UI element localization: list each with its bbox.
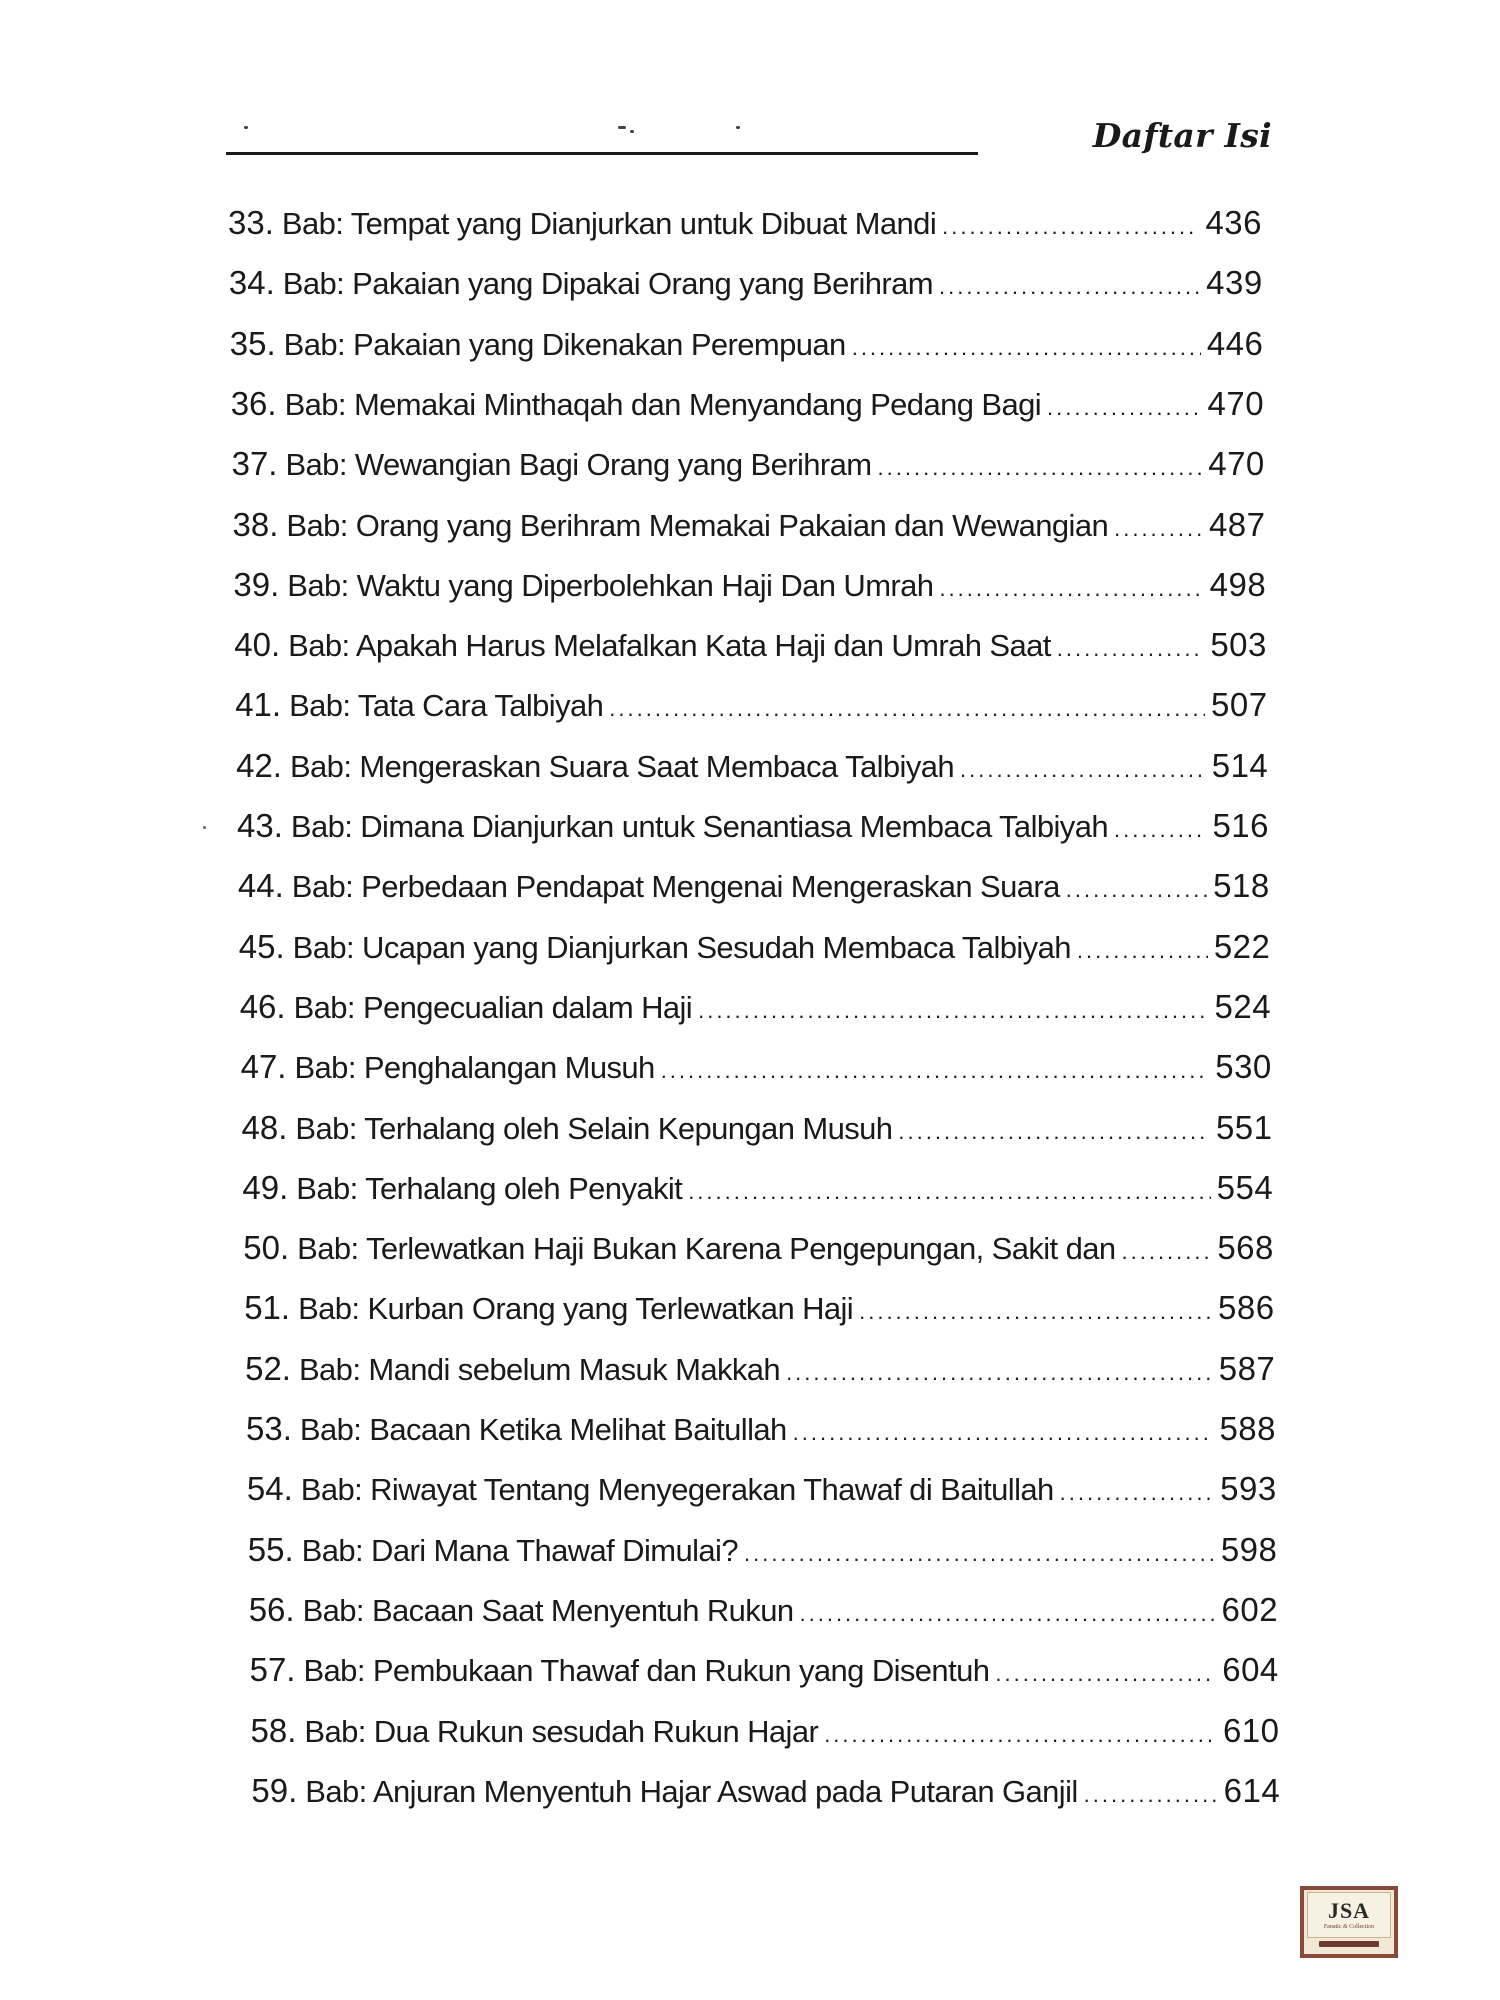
toc-entry-title: Bab: Terhalang oleh Selain Kepungan Musuh (295, 1110, 893, 1146)
toc-entry-title: Bab: Perbedaan Pendapat Mengenai Mengeraskan Suara (291, 869, 1060, 905)
toc-entry-page: 470 (1207, 384, 1265, 422)
toc-dot-leader (1066, 877, 1207, 903)
toc-entry-page: 593 (1220, 1470, 1277, 1508)
toc-entry-title: Bab: Ucapan yang Dianjurkan Sesudah Membaca Talbiyah (292, 929, 1071, 965)
toc-dot-leader (1057, 636, 1205, 662)
toc-entry-title: Bab: Pakaian yang Dikenakan Perempuan (283, 326, 846, 362)
toc-entry-title: Bab: Waktu yang Diperbolehkan Haji Dan Umrah (287, 567, 934, 603)
toc-entry-number: 46. (239, 987, 286, 1025)
toc-entry-page: 503 (1210, 626, 1267, 664)
toc-entry-page: 551 (1215, 1108, 1273, 1146)
toc-entry (248, 1531, 1278, 1575)
jsa-logo-base (1319, 1941, 1379, 1947)
toc-dot-leader (1114, 817, 1206, 843)
toc-entry (250, 1651, 1279, 1695)
toc-entry-page: 586 (1218, 1289, 1275, 1327)
toc-entry-number: 39. (233, 565, 280, 603)
toc-entry-number: 50. (243, 1229, 290, 1267)
toc-entry-number: 53. (246, 1410, 292, 1447)
toc-entry (237, 807, 1269, 851)
toc-entry-page: 487 (1208, 505, 1266, 543)
toc-entry-number: 52. (245, 1349, 291, 1387)
toc-entry (229, 264, 1263, 308)
toc-dot-leader (744, 1541, 1215, 1567)
toc-entry (251, 1712, 1280, 1756)
toc-dot-leader (793, 1420, 1214, 1446)
toc-entry (233, 566, 1266, 610)
toc-entry (236, 747, 1268, 791)
toc-entry-title: Bab: Mengeraskan Suara Saat Membaca Talbiyah (289, 748, 955, 784)
toc-entry-number: 36. (230, 384, 277, 422)
toc-entry-page: 568 (1217, 1229, 1274, 1267)
toc-dot-leader (609, 696, 1205, 722)
toc-entry-number: 57. (249, 1651, 296, 1689)
toc-entry-title: Bab: Tata Cara Talbiyah (289, 688, 604, 724)
toc-entry (233, 506, 1266, 550)
toc-entry-number: 51. (244, 1289, 291, 1327)
toc-entry (249, 1591, 1278, 1635)
toc-entry-title: Bab: Anjuran Menyentuh Hajar Aswad pada Putaran Ganjil (305, 1773, 1078, 1809)
jsa-logo-mark: JSA (1327, 1897, 1371, 1923)
toc-entry (245, 1350, 1275, 1394)
toc-entry-number: 35. (229, 324, 276, 362)
toc-dot-leader (1077, 938, 1208, 964)
toc-entry-page: 530 (1215, 1048, 1272, 1086)
toc-entry-page: 524 (1214, 987, 1272, 1025)
toc-entry (242, 1109, 1273, 1153)
toc-entry (244, 1289, 1274, 1333)
toc-dot-leader (859, 1299, 1212, 1325)
toc-entry (230, 325, 1264, 369)
jsa-logo (1300, 1886, 1398, 1958)
toc-dot-leader (1060, 1480, 1214, 1506)
toc-entry-title: Bab: Riwayat Tentang Menyegerakan Thawaf di Baitullah (300, 1472, 1054, 1508)
toc-entry-number: 40. (234, 626, 281, 664)
toc-entry (238, 867, 1270, 911)
toc-entry (239, 928, 1271, 972)
toc-entry-page: 516 (1212, 807, 1269, 844)
toc-entry-title: Bab: Wewangian Bagi Orang yang Berihram (285, 447, 872, 483)
toc-entry-title: Bab: Apakah Harus Melafalkan Kata Haji dan Umrah Saat (288, 628, 1051, 664)
toc-dot-leader (852, 335, 1201, 361)
toc-entry-title: Bab: Pembukaan Thawaf dan Rukun yang Disentuh (303, 1653, 990, 1689)
toc-dot-leader (800, 1601, 1216, 1627)
toc-dot-leader (995, 1661, 1216, 1687)
toc-entry-number: 37. (231, 445, 278, 483)
toc-entry-number: 45. (238, 927, 285, 965)
toc-entry-page: 522 (1213, 927, 1271, 965)
toc-entry-number: 38. (232, 505, 279, 543)
toc-entry-title: Bab: Pakaian yang Dipakai Orang yang Berihram (282, 266, 933, 302)
toc-entry (228, 204, 1262, 248)
toc-entry (241, 1048, 1272, 1092)
toc-entry-title: Bab: Tempat yang Dianjurkan untuk Dibuat Mandi (281, 206, 937, 241)
toc-entry (240, 988, 1271, 1032)
toc-entry (247, 1470, 1277, 1514)
toc-entry-page: 610 (1222, 1711, 1280, 1749)
toc-entry-title: Bab: Orang yang Berihram Memakai Pakaian dan Wewangian (286, 507, 1109, 543)
toc-entry-page: 602 (1221, 1590, 1279, 1628)
toc-entry-title: Bab: Penghalangan Musuh (294, 1050, 655, 1086)
toc-entry-number: 56. (248, 1590, 295, 1628)
toc-entry-title: Bab: Pengecualian dalam Haji (293, 989, 693, 1025)
toc-entry-title: Bab: Kurban Orang yang Terlewatkan Haji (298, 1291, 854, 1327)
toc-entry-page: 446 (1206, 324, 1264, 362)
toc-dot-leader (688, 1179, 1210, 1205)
toc-entry-page: 588 (1219, 1410, 1276, 1447)
toc-entry-number: 47. (240, 1048, 287, 1086)
toc-entry-page: 614 (1223, 1771, 1281, 1809)
toc-entry-page: 436 (1205, 204, 1262, 241)
toc-dot-leader (1047, 395, 1201, 421)
toc-entry (235, 686, 1267, 730)
toc-entry-number: 58. (250, 1711, 297, 1749)
toc-entry-number: 48. (241, 1108, 288, 1146)
toc-entry-page: 498 (1209, 565, 1267, 603)
toc-entry-title: Bab: Bacaan Saat Menyentuh Rukun (302, 1592, 794, 1628)
toc-entry (242, 1169, 1273, 1213)
toc-entry-number: 43. (237, 807, 283, 844)
toc-entry-page: 470 (1208, 445, 1265, 483)
toc-entry (246, 1410, 1276, 1454)
toc-dot-leader (898, 1119, 1210, 1145)
toc-entry (232, 445, 1265, 489)
toc-entry-number: 59. (251, 1771, 298, 1809)
toc-entry-number: 41. (235, 686, 282, 724)
toc-dot-leader (786, 1360, 1213, 1386)
toc-entry-number: 49. (242, 1168, 289, 1206)
toc-entry-number: 55. (247, 1530, 294, 1568)
toc-dot-leader (698, 998, 1208, 1024)
toc-entry-title: Bab: Memakai Minthaqah dan Menyandang Pedang Bagi (284, 386, 1042, 422)
toc-dot-leader (661, 1058, 1210, 1084)
toc-entry (234, 626, 1267, 670)
toc-entry-page: 587 (1218, 1349, 1276, 1387)
jsa-logo-panel (1307, 1892, 1391, 1938)
toc-entry-number: 42. (236, 746, 282, 784)
toc-dot-leader (824, 1722, 1217, 1748)
toc-entry-page: 554 (1216, 1168, 1274, 1206)
toc-entry-page: 507 (1211, 686, 1268, 724)
toc-entry (231, 385, 1264, 429)
toc-entry (243, 1229, 1274, 1273)
page-title: Daftar Isi (1092, 116, 1272, 155)
toc-dot-leader (1114, 516, 1203, 542)
toc-dot-leader (1084, 1782, 1218, 1808)
toc-entry-number: 34. (228, 264, 275, 302)
toc-dot-leader (939, 576, 1203, 602)
toc-dot-leader (1122, 1239, 1212, 1265)
toc-entry-number: 54. (246, 1470, 293, 1508)
toc-dot-leader (960, 757, 1206, 783)
toc-dot-leader (878, 455, 1203, 481)
toc-dot-leader (939, 274, 1200, 300)
toc-dot-leader (942, 214, 1199, 240)
toc-entry-title: Bab: Dari Mana Thawaf Dimulai? (301, 1532, 738, 1568)
toc-entry-title: Bab: Terlewatkan Haji Bukan Karena Pengepungan, Sakit dan (297, 1231, 1116, 1267)
toc-entry-page: 518 (1213, 867, 1270, 905)
toc-entry-title: Bab: Dua Rukun sesudah Rukun Hajar (304, 1713, 819, 1749)
toc-entry-title: Bab: Bacaan Ketika Melihat Baitullah (299, 1412, 787, 1447)
toc-entry-title: Bab: Dimana Dianjurkan untuk Senantiasa Membaca Talbiyah (290, 809, 1108, 844)
toc-entry-page: 514 (1211, 746, 1269, 784)
toc-entry-page: 604 (1222, 1651, 1279, 1689)
toc-entry-number: 44. (237, 867, 284, 905)
toc-entry (251, 1772, 1280, 1816)
jsa-logo-subtitle: Fanatic & Collection (1323, 1923, 1375, 1930)
toc-entry-page: 439 (1206, 264, 1263, 302)
toc-entry-title: Bab: Mandi sebelum Masuk Makkah (298, 1351, 781, 1387)
toc-entry-title: Bab: Terhalang oleh Penyakit (296, 1170, 683, 1206)
toc-entry-number: 33. (228, 204, 274, 241)
toc-entry-page: 598 (1220, 1530, 1278, 1568)
